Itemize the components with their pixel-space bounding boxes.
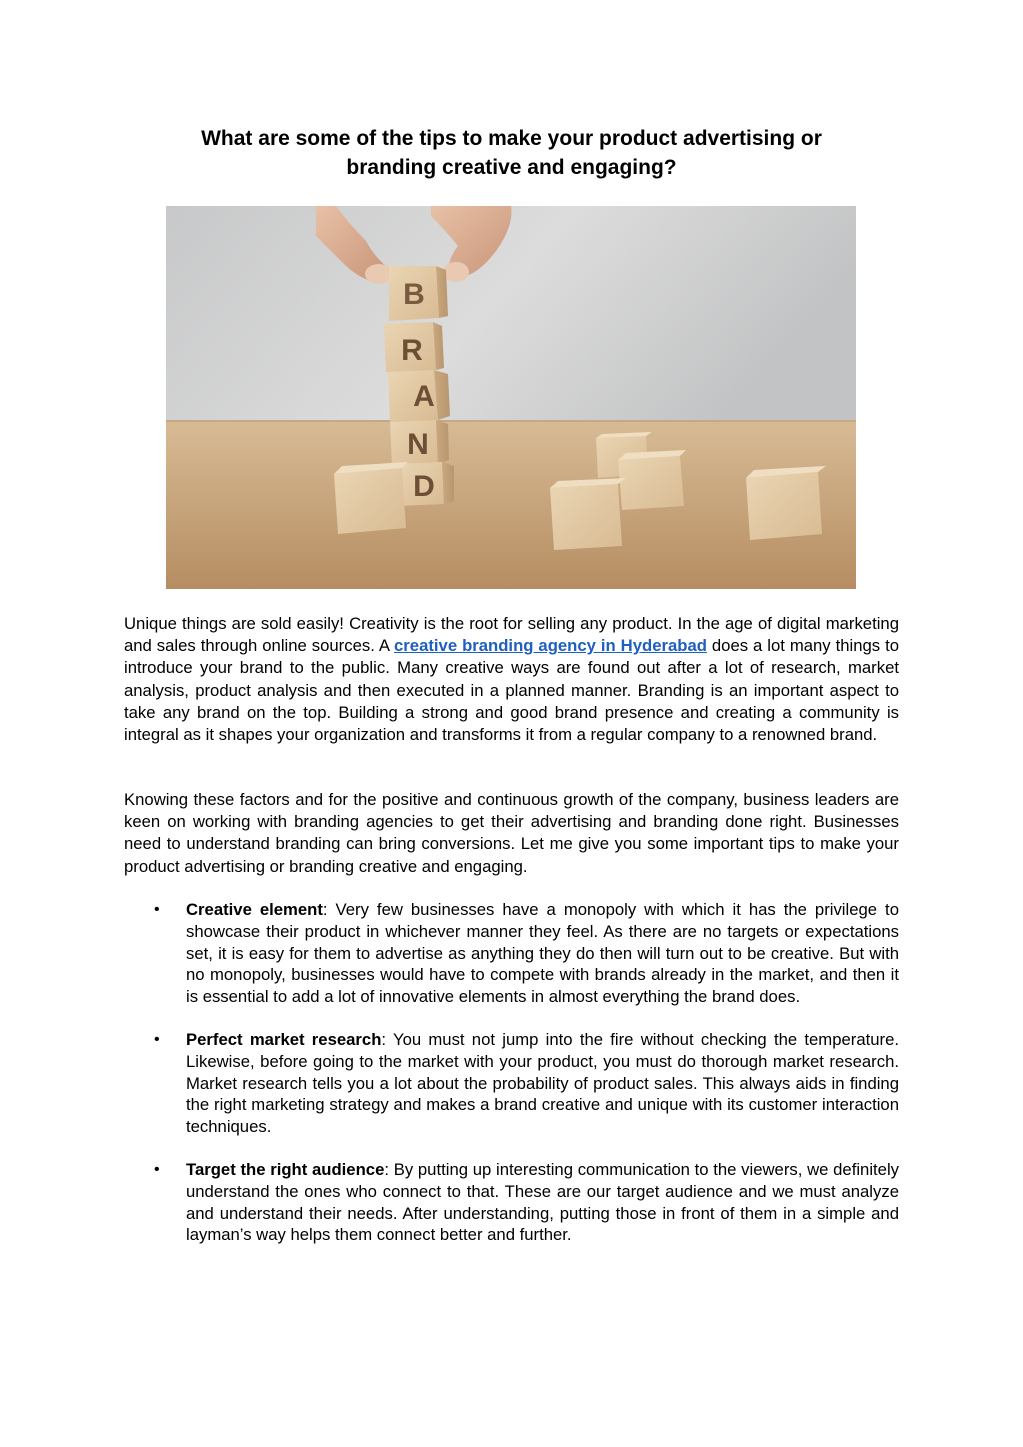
letter-block-d bbox=[396, 462, 454, 506]
tip-heading: Target the right audience bbox=[186, 1159, 385, 1179]
tip-heading: Creative element bbox=[186, 900, 323, 919]
blank-block-5 bbox=[746, 466, 826, 540]
bullet-icon: • bbox=[154, 901, 160, 918]
blank-block-1 bbox=[334, 462, 408, 534]
tips-list bbox=[124, 899, 899, 1267]
bullet-icon: • bbox=[154, 1160, 160, 1178]
svg-text:A: A bbox=[413, 380, 435, 413]
list-item bbox=[124, 1029, 899, 1138]
svg-text:R: R bbox=[401, 334, 423, 367]
letter-block-n bbox=[390, 420, 449, 466]
intro-text-after: does a lot many things to introduce your brand to the public. Many creative ways are found out after a lot of research, market analysis, product analysis and then executed in a planned manner. Branding is an important aspect to take any brand on the top. Building a strong and good brand presence and creating a community is integral as it shapes your organization and transforms it from a regular company to a renowned brand. bbox=[124, 636, 900, 745]
brand-blocks-photo bbox=[166, 206, 856, 589]
blank-block-3 bbox=[618, 450, 686, 510]
letter-block-r bbox=[384, 322, 444, 372]
svg-text:D: D bbox=[413, 470, 435, 503]
letter-block-b bbox=[389, 266, 448, 321]
svg-text:N: N bbox=[407, 428, 429, 461]
letter-block-a bbox=[388, 370, 450, 422]
list-item bbox=[124, 1159, 899, 1246]
tip-text: : You must not jump into the fire without checking the temperature. Likewise, before going to the market with your product, you must do thorough market research. Market research tells you a lot about the probability of product sales. This always aids in finding the right marketing strategy and makes a brand creative and unique with its customer interaction techniques. bbox=[186, 1029, 899, 1137]
intro-paragraph bbox=[124, 613, 899, 746]
title-line-2: branding creative and engaging? bbox=[346, 156, 677, 179]
tip-heading: Perfect market research bbox=[186, 1029, 382, 1049]
bullet-icon: • bbox=[154, 1030, 160, 1048]
title-line-1: What are some of the tips to make your product advertising or bbox=[201, 127, 822, 150]
page-title bbox=[124, 124, 899, 182]
svg-text:B: B bbox=[403, 278, 425, 311]
tip-text: : By putting up interesting communication to the viewers, we definitely understand the ones who connect to that. These are our target audience and we must analyze and understand their needs. After understanding, putting those in front of them in a simple and layman’s way helps them connect better and further. bbox=[186, 1159, 899, 1245]
creative-branding-agency-link[interactable]: creative branding agency in Hyderabad bbox=[394, 636, 707, 656]
intro-text-before: Unique things are sold easily! Creativity is the root for selling any product. In the age of digital marketing and sales through online sources. A bbox=[124, 614, 899, 656]
blank-block-4 bbox=[550, 478, 626, 550]
tip-text: : Very few businesses have a monopoly with which it has the privilege to showcase their product in whichever manner they feel. As there are no targets or expectations set, it is easy for them to advertise as anything they do then will turn out to be creative. But with no monopoly, businesses would have to compete with brands already in the market, and then it is essential to add a lot of innovative elements in almost everything the brand does. bbox=[186, 900, 899, 1007]
factors-paragraph: Knowing these factors and for the positive and continuous growth of the company, business leaders are keen on working with branding agencies to get their advertising and branding done right. Businesses need to understand branding can bring conversions. Let me give you some important tips to make your product advertising or branding creative and engaging. bbox=[124, 790, 899, 876]
list-item bbox=[124, 899, 899, 1008]
